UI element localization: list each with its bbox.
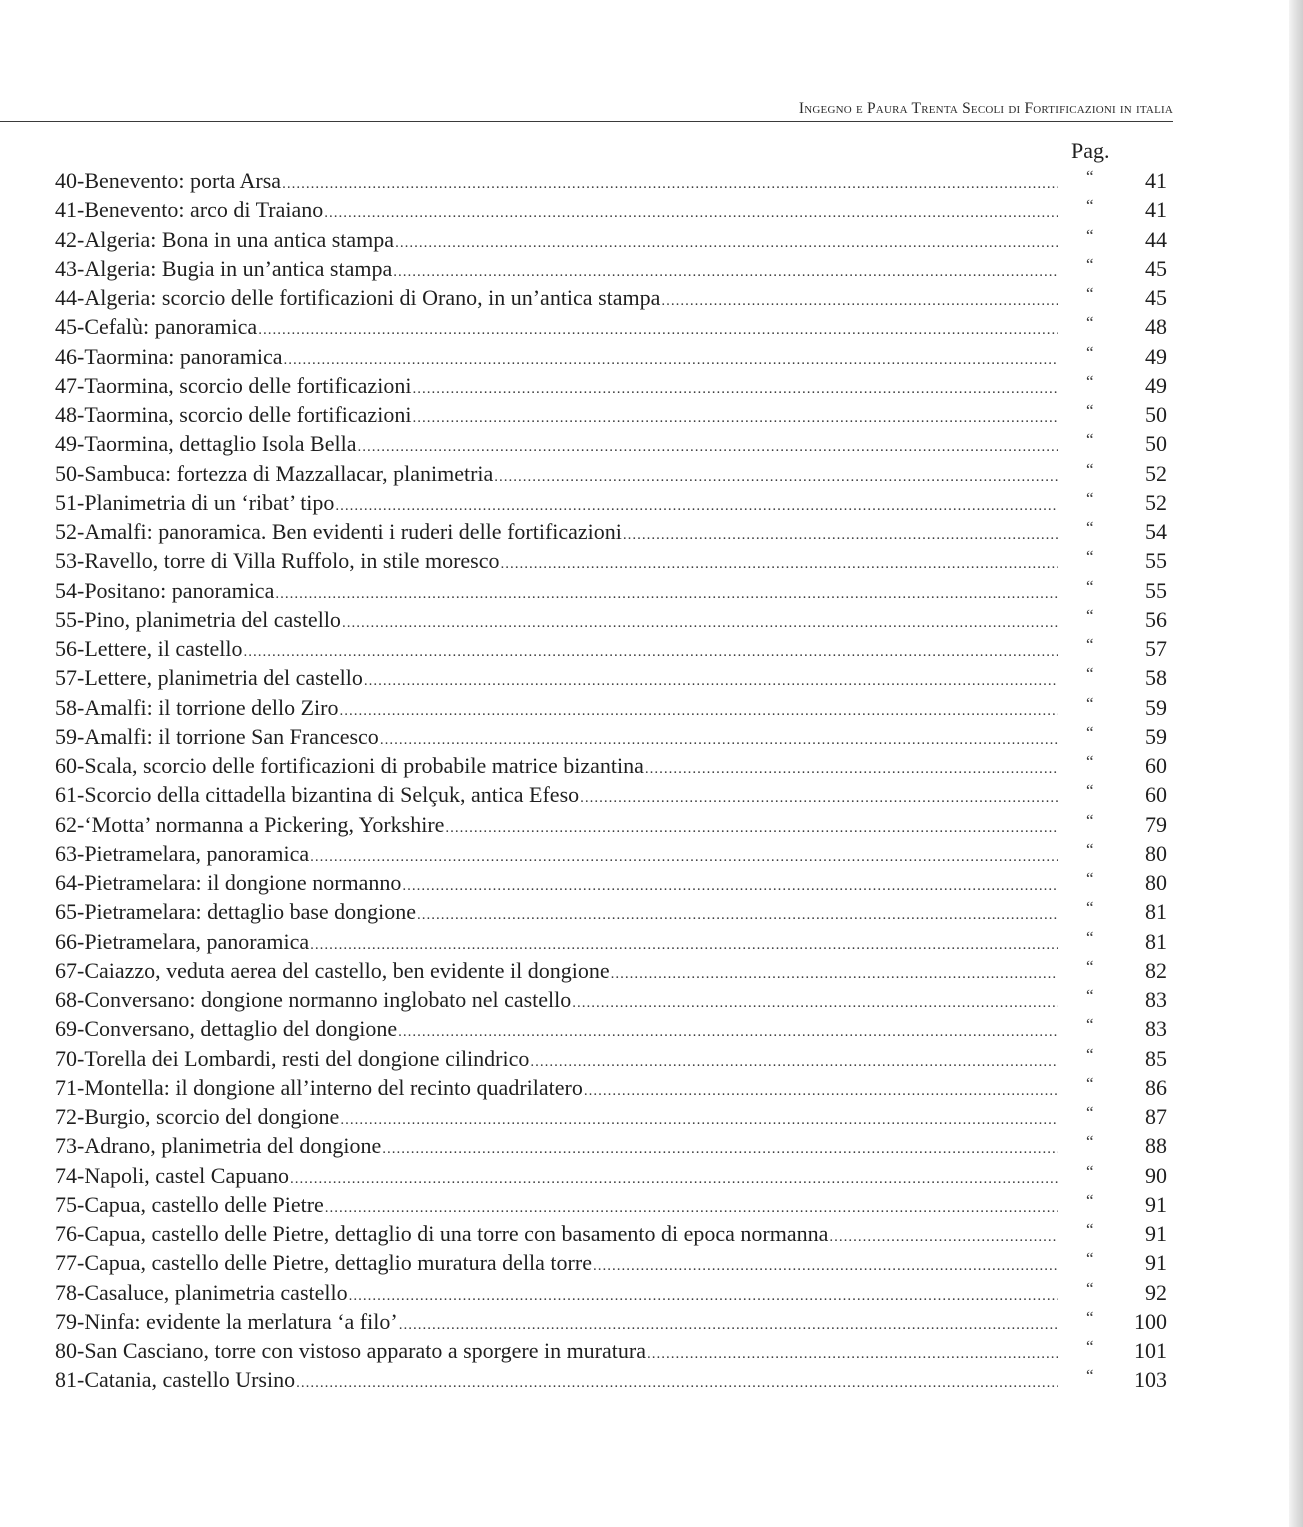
- entry-title: 44-Algeria: scorcio delle fortificazioni di Orano, in un’antica stampa: [55, 285, 661, 310]
- ditto-mark: “: [1086, 1161, 1094, 1181]
- entry-page-number: 50: [1145, 402, 1167, 427]
- index-entry: [55, 722, 1170, 751]
- entry-title: 59-Amalfi: il torrione San Francesco: [55, 723, 379, 749]
- entry-title: 54-Positano: panoramica: [55, 577, 275, 603]
- entry-page-number: 79: [1145, 811, 1167, 837]
- entry-page-number: 90: [1145, 1162, 1167, 1188]
- entry-leader: [55, 985, 1058, 1014]
- index-entry: [55, 897, 1170, 926]
- ditto-mark: “: [1086, 1044, 1094, 1064]
- entry-title: 81-Catania, castello Ursino: [55, 1367, 296, 1393]
- entry-leader: [55, 1336, 1058, 1365]
- entry-leader: [55, 1044, 1058, 1073]
- entry-leader: [55, 634, 1058, 663]
- entry-title: 40-Benevento: porta Arsa: [55, 168, 282, 193]
- entry-page-number: 80: [1145, 840, 1167, 866]
- entry-title: 79-Ninfa: evidente la merlatura ‘a filo’: [55, 1308, 398, 1334]
- ditto-mark: “: [1086, 342, 1094, 362]
- ditto-mark: “: [1086, 196, 1094, 216]
- index-entry: [55, 459, 1170, 488]
- ditto-mark: “: [1086, 986, 1094, 1005]
- index-entry: [55, 546, 1170, 575]
- entry-title: 76-Capua, castello delle Pietre, dettaglio di una torre con basamento di epoca normanna: [55, 1221, 829, 1246]
- entry-title: 68-Conversano: dongione normanno inglobato nel castello: [55, 987, 572, 1012]
- ditto-mark: “: [1086, 781, 1094, 801]
- entry-title: 62-‘Motta’ normanna a Pickering, Yorkshire: [55, 811, 445, 837]
- index-entry: [55, 576, 1170, 605]
- entry-title: 46-Taormina: panoramica: [55, 343, 283, 369]
- index-entry: [55, 663, 1170, 692]
- entry-page-number: 101: [1134, 1338, 1167, 1363]
- index-entry: [55, 254, 1170, 283]
- index-entry: [55, 429, 1170, 458]
- entry-page-number: 54: [1145, 519, 1167, 544]
- entry-page-number: 81: [1145, 928, 1167, 954]
- entry-title: 41-Benevento: arco di Traiano: [55, 197, 324, 223]
- index-entry: [55, 400, 1170, 429]
- entry-page-number: 86: [1145, 1074, 1167, 1100]
- index-entry: [55, 605, 1170, 634]
- ditto-mark: “: [1086, 1337, 1094, 1356]
- entry-leader: [55, 605, 1058, 634]
- index-entry: [55, 780, 1170, 809]
- ditto-mark: “: [1086, 1015, 1094, 1035]
- entry-page-number: 49: [1145, 372, 1167, 398]
- ditto-mark: “: [1086, 635, 1094, 654]
- entry-page-number: 91: [1145, 1221, 1167, 1246]
- entry-leader: [55, 1278, 1058, 1307]
- entry-title: 50-Sambuca: fortezza di Mazzallacar, planimetria: [55, 460, 494, 486]
- ditto-mark: “: [1086, 1249, 1094, 1269]
- entry-title: 61-Scorcio della cittadella bizantina di Selçuk, antica Efeso: [55, 782, 580, 808]
- ditto-mark: “: [1086, 956, 1094, 976]
- entry-leader: [55, 868, 1058, 897]
- entry-leader: [55, 225, 1058, 254]
- ditto-mark: “: [1086, 488, 1094, 508]
- entry-page-number: 100: [1134, 1308, 1167, 1334]
- entry-leader: [55, 1102, 1058, 1131]
- index-entry: [55, 1248, 1170, 1277]
- entry-title: 78-Casaluce, planimetria castello: [55, 1279, 348, 1305]
- entry-leader: [55, 1219, 1058, 1248]
- entry-leader: [55, 722, 1058, 751]
- index-entry: [55, 1044, 1170, 1073]
- entry-page-number: 59: [1145, 723, 1167, 749]
- ditto-mark: “: [1086, 869, 1094, 888]
- entry-leader: [55, 1014, 1058, 1043]
- index-entry: [55, 839, 1170, 868]
- entry-title: 48-Taormina, scorcio delle fortificazioni: [55, 402, 412, 427]
- entry-page-number: 91: [1145, 1191, 1167, 1217]
- entry-page-number: 55: [1145, 548, 1167, 574]
- entry-leader: [55, 1161, 1058, 1190]
- entry-title: 49-Taormina, dettaglio Isola Bella: [55, 431, 357, 457]
- entry-title: 77-Capua, castello delle Pietre, dettaglio muratura della torre: [55, 1250, 592, 1276]
- entry-title: 69-Conversano, dettaglio del dongione: [55, 1016, 398, 1042]
- entry-title: 70-Torella dei Lombardi, resti del dongione cilindrico: [55, 1045, 530, 1071]
- index-entry: [55, 1190, 1170, 1219]
- ditto-mark: “: [1086, 1073, 1094, 1093]
- entry-page-number: 103: [1134, 1367, 1167, 1393]
- entry-leader: [55, 283, 1058, 312]
- header-rule: [0, 121, 1173, 122]
- entry-page-number: 85: [1145, 1045, 1167, 1071]
- ditto-mark: “: [1086, 898, 1094, 918]
- entry-leader: [55, 312, 1058, 341]
- index-entry: [55, 517, 1170, 546]
- ditto-mark: “: [1086, 576, 1094, 596]
- entry-title: 60-Scala, scorcio delle fortificazioni di probabile matrice bizantina: [55, 753, 644, 778]
- index-entry: [55, 751, 1170, 780]
- entry-leader: [55, 897, 1058, 926]
- entry-title: 65-Pietramelara: dettaglio base dongione: [55, 899, 417, 925]
- ditto-mark: “: [1086, 401, 1094, 420]
- entry-page-number: 59: [1145, 694, 1167, 720]
- index-entry: [55, 225, 1170, 254]
- index-entry: [55, 488, 1170, 517]
- entry-leader: [55, 1307, 1058, 1336]
- entry-page-number: 82: [1145, 957, 1167, 983]
- header-title: Ingegno e Paura Trenta Secoli di Fortificazioni in italia: [798, 100, 1173, 117]
- index-entry: [55, 1014, 1170, 1043]
- ditto-mark: “: [1086, 810, 1094, 830]
- entry-page-number: 60: [1145, 782, 1167, 808]
- entry-leader: [55, 1365, 1058, 1394]
- entry-title: 67-Caiazzo, veduta aerea del castello, ben evidente il dongione: [55, 957, 610, 983]
- entry-leader: [55, 780, 1058, 809]
- entry-page-number: 81: [1145, 899, 1167, 925]
- entry-title: 66-Pietramelara, panoramica: [55, 928, 310, 954]
- entry-title: 64-Pietramelara: il dongione normanno: [55, 870, 402, 895]
- ditto-mark: “: [1086, 1132, 1094, 1152]
- ditto-mark: “: [1086, 693, 1094, 713]
- index-entry: [55, 1131, 1170, 1160]
- entry-page-number: 45: [1145, 255, 1167, 281]
- page-column-label: Pag.: [1071, 138, 1110, 163]
- entry-leader: [55, 956, 1058, 985]
- ditto-mark: “: [1086, 284, 1094, 303]
- ditto-mark: “: [1086, 459, 1094, 479]
- entry-title: 47-Taormina, scorcio delle fortificazioni: [55, 372, 412, 398]
- entry-page-number: 44: [1145, 226, 1167, 252]
- entry-title: 75-Capua, castello delle Pietre: [55, 1191, 324, 1217]
- entry-page-number: 52: [1145, 460, 1167, 486]
- index-entry: [55, 810, 1170, 839]
- ditto-mark: “: [1086, 1307, 1094, 1327]
- ditto-mark: “: [1086, 371, 1094, 391]
- entry-title: 51-Planimetria di un ‘ribat’ tipo: [55, 489, 335, 515]
- ditto-mark: “: [1086, 664, 1094, 684]
- index-entry: [55, 1307, 1170, 1336]
- entry-page-number: 52: [1145, 489, 1167, 515]
- entry-leader: [55, 400, 1058, 429]
- entry-title: 42-Algeria: Bona in una antica stampa: [55, 226, 395, 252]
- entry-leader: [55, 546, 1058, 575]
- entry-page-number: 87: [1145, 1104, 1167, 1129]
- index-entry: [55, 1073, 1170, 1102]
- entry-title: 53-Ravello, torre di Villa Ruffolo, in stile moresco: [55, 548, 500, 574]
- ditto-mark: “: [1086, 225, 1094, 245]
- entry-page-number: 57: [1145, 636, 1167, 661]
- ditto-mark: “: [1086, 1220, 1094, 1239]
- entry-leader: [55, 371, 1058, 400]
- entry-page-number: 55: [1145, 577, 1167, 603]
- index-entry: [55, 342, 1170, 371]
- entry-page-number: 58: [1145, 665, 1167, 691]
- entry-leader: [55, 927, 1058, 956]
- index-entry: [55, 1102, 1170, 1131]
- entry-leader: [55, 488, 1058, 517]
- entry-page-number: 49: [1145, 343, 1167, 369]
- ditto-mark: “: [1086, 839, 1094, 859]
- entry-leader: [55, 517, 1058, 546]
- entry-page-number: 41: [1145, 197, 1167, 223]
- entry-title: 43-Algeria: Bugia in un’antica stampa: [55, 255, 393, 281]
- index-entry: [55, 985, 1170, 1014]
- entry-leader: [55, 751, 1058, 780]
- entry-title: 80-San Casciano, torre con vistoso apparato a sporgere in muratura: [55, 1338, 646, 1363]
- entry-page-number: 45: [1145, 285, 1167, 310]
- entry-title: 74-Napoli, castel Capuano: [55, 1162, 289, 1188]
- entry-leader: [55, 576, 1058, 605]
- ditto-mark: “: [1086, 1103, 1094, 1122]
- entry-page-number: 56: [1145, 606, 1167, 632]
- ditto-mark: “: [1086, 547, 1094, 567]
- entry-title: 71-Montella: il dongione all’interno del recinto quadrilatero: [55, 1074, 583, 1100]
- entry-title: 72-Burgio, scorcio del dongione: [55, 1104, 340, 1129]
- entry-leader: [55, 254, 1058, 283]
- entry-leader: [55, 342, 1058, 371]
- index-entry: [55, 868, 1170, 897]
- ditto-mark: “: [1086, 254, 1094, 274]
- index-entry: [55, 312, 1170, 341]
- index-entry: [55, 166, 1170, 195]
- index-entry: [55, 195, 1170, 224]
- ditto-mark: “: [1086, 605, 1094, 625]
- entry-leader: [55, 839, 1058, 868]
- entry-leader: [55, 195, 1058, 224]
- entry-leader: [55, 663, 1058, 692]
- index-entry: [55, 1219, 1170, 1248]
- entry-page-number: 48: [1145, 314, 1167, 340]
- entry-leader: [55, 810, 1058, 839]
- entry-title: 57-Lettere, planimetria del castello: [55, 665, 363, 691]
- ditto-mark: “: [1086, 518, 1094, 537]
- index-entry: [55, 1278, 1170, 1307]
- entry-leader: [55, 166, 1058, 195]
- index-entry: [55, 371, 1170, 400]
- ditto-mark: “: [1086, 1190, 1094, 1210]
- entry-leader: [55, 693, 1058, 722]
- ditto-mark: “: [1086, 927, 1094, 947]
- entry-page-number: 80: [1145, 870, 1167, 895]
- entry-title: 63-Pietramelara, panoramica: [55, 840, 310, 866]
- entry-page-number: 41: [1145, 168, 1167, 193]
- index-entry: [55, 927, 1170, 956]
- entry-page-number: 83: [1145, 987, 1167, 1012]
- ditto-mark: “: [1086, 1278, 1094, 1298]
- index-entry: [55, 693, 1170, 722]
- ditto-mark: “: [1086, 167, 1094, 186]
- index-entry: [55, 283, 1170, 312]
- index-entry: [55, 634, 1170, 663]
- entry-page-number: 50: [1145, 431, 1167, 457]
- entry-page-number: 88: [1145, 1133, 1167, 1159]
- index-entry: [55, 1365, 1170, 1394]
- entry-title: 55-Pino, planimetria del castello: [55, 606, 341, 632]
- ditto-mark: “: [1086, 313, 1094, 333]
- ditto-mark: “: [1086, 430, 1094, 450]
- entry-leader: [55, 1073, 1058, 1102]
- entry-leader: [55, 1190, 1058, 1219]
- index-entry: [55, 956, 1170, 985]
- entry-title: 56-Lettere, il castello: [55, 636, 243, 661]
- figure-index-list: [55, 166, 1170, 1395]
- entry-title: 45-Cefalù: panoramica: [55, 314, 258, 340]
- ditto-mark: “: [1086, 722, 1094, 742]
- entry-title: 58-Amalfi: il torrione dello Ziro: [55, 694, 339, 720]
- entry-leader: [55, 1248, 1058, 1277]
- entry-leader: [55, 429, 1058, 458]
- index-entry: [55, 1336, 1170, 1365]
- index-entry: [55, 1161, 1170, 1190]
- entry-page-number: 83: [1145, 1016, 1167, 1042]
- ditto-mark: “: [1086, 752, 1094, 771]
- running-header: [0, 100, 1173, 122]
- entry-page-number: 92: [1145, 1279, 1167, 1305]
- entry-leader: [55, 459, 1058, 488]
- entry-page-number: 91: [1145, 1250, 1167, 1276]
- entry-leader: [55, 1131, 1058, 1160]
- entry-title: 73-Adrano, planimetria del dongione: [55, 1133, 382, 1159]
- page-edge-shadow: [1289, 0, 1303, 1527]
- entry-page-number: 60: [1145, 753, 1167, 778]
- ditto-mark: “: [1086, 1366, 1094, 1386]
- entry-title: 52-Amalfi: panoramica. Ben evidenti i ruderi delle fortificazioni: [55, 519, 622, 544]
